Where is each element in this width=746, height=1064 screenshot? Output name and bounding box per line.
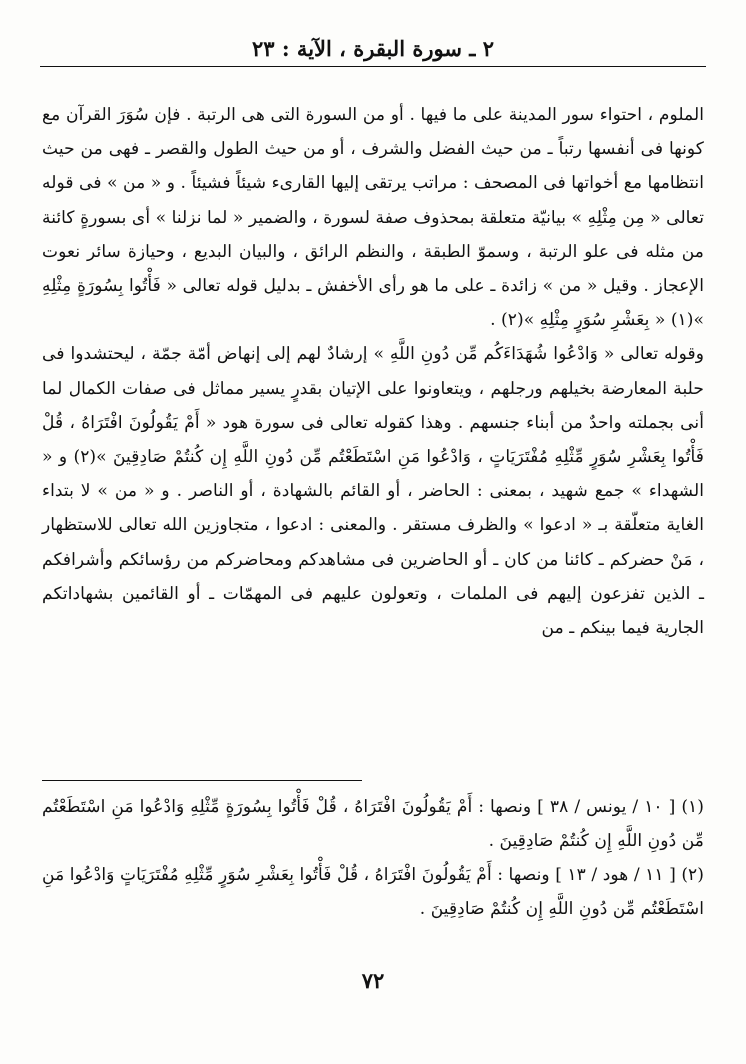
paragraph-1: الملوم ، احتواء سور المدينة على ما فيها . أو من السورة التى هى الرتبة . فإن سُوَرَ القرآن مع كونها فى أنفسها رتباً ـ من حيث الفضل والشرف ، أو من حيث الطول والقصر ـ فهى من حيث انتظامها مع أخواتها فى المصحف : مراتب يرتقى إليها القارىء شيئاً فشيئاً . و « من » فى قوله تعالى « مِن مِثْلِهِ » بيانيّة متعلقة بمحذوف صفة لسورة ، والضمير « لما نزلنا » أى بسورةٍ كائنة من مثله فى علو الرتبة ، وسموّ الطبقة ، والنظم الرائق ، والبيان البديع ، وحيازة سائر نعوت الإعجاز . وقيل « من » زائدة ـ على ما هو رأى الأخفش ـ بدليل قوله تعالى « فَأْتُوا بِسُورَةٍ مِثْلِهِ »(١) « بِعَشْرِ سُوَرٍ مِثْلِهِ »(٢) . (42, 105, 704, 331)
paragraph-2: وقوله تعالى « وَادْعُوا شُهَدَاءَكُم مِّن دُونِ اللَّهِ » إرشادٌ لهم إلى إنهاض أمّة جمّة ، ليحتشدوا فى حلبة المعارضة بخيلهم ورجلهم ، ويتعاونوا على الإتيان بقدرٍ يسير مماثل فى صفات الكمال لما أنى بجملته واحدٌ من أبناء جنسهم . وهذا كقوله تعالى فى سورة هود « أَمْ يَقُولُونَ افْتَرَاهُ ، قُلْ فَأْتُوا بِعَشْرِ سُوَرٍ مِّثْلِهِ مُفْتَرَيَاتٍ ، وَادْعُوا مَنِ اسْتَطَعْتُم مِّن دُونِ اللَّهِ إِن كُنتُمْ صَادِقِينَ »(٢) و « الشهداء » جمع شهيد ، بمعنى : الحاضر ، أو القائم بالشهادة ، أو الناصر . و « من » لا بتداء الغاية متعلّقة بـ « ادعوا » والظرف مستقر . والمعنى : ادعوا ، متجاوزين الله تعالى للاستظهار ، مَنْ حضركم ـ كائنا من كان ـ أو الحاضرين فى مشاهدكم ومحاضركم من رؤسائكم وأشرافكم ـ الذين تفزعون إليهم فى الملمات ، وتعولون عليهم فى المهمّات ـ أو القائمين بشهاداتكم الجارية فيما بينكم ـ من (42, 344, 704, 639)
header-rule (40, 66, 706, 67)
footnote-rule (42, 780, 362, 781)
footnote-2: (٢) [ ١١ / هود / ١٣ ] ونصها : أَمْ يَقُولُونَ افْتَرَاهُ ، قُلْ فَأْتُوا بِعَشْرِ سُوَرٍ مِّثْلِهِ مُفْتَرَيَاتٍ وَادْعُوا مَنِ اسْتَطَعْتُم مِّن دُونِ اللَّهِ إِن كُنتُمْ صَادِقِينَ . (42, 865, 704, 919)
footnotes (42, 790, 704, 926)
running-header: ٢ ـ سورة البقرة ، الآية : ٢٣ (252, 36, 494, 61)
main-text (42, 98, 704, 645)
footnote-1: (١) [ ١٠ / يونس / ٣٨ ] ونصها : أَمْ يَقُولُونَ افْتَرَاهُ ، قُلْ فَأْتُوا بِسُورَةٍ مِّثْلِهِ وَادْعُوا مَنِ اسْتَطَعْتُم مِّن دُونِ اللَّهِ إِن كُنتُمْ صَادِقِينَ . (42, 797, 704, 851)
page-number: ٧٢ (361, 968, 385, 993)
